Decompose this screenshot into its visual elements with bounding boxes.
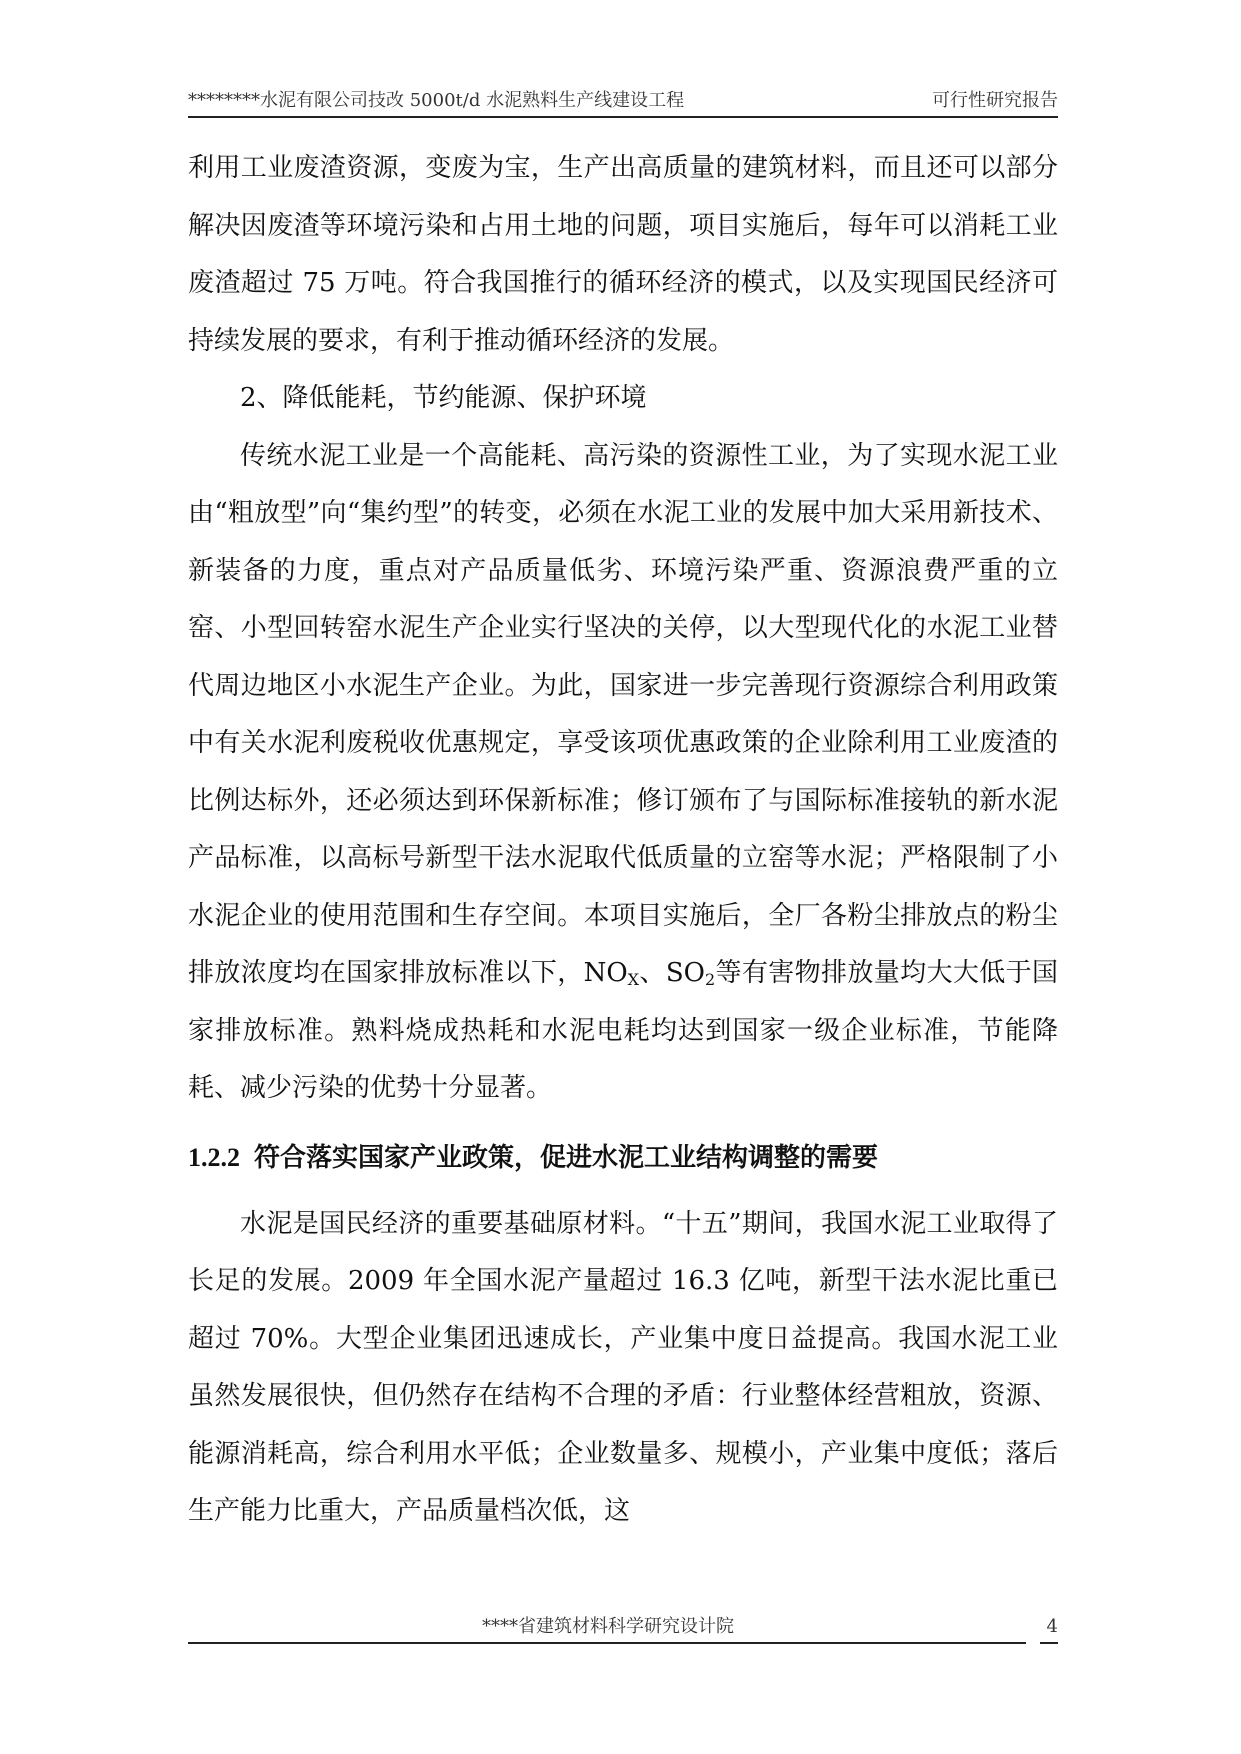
- paragraph-cement-industry-transition: 传统水泥工业是一个高能耗、高污染的资源性工业，为了实现水泥工业由“粗放型”向“集约型”的转变，必须在水泥工业的发展中加大采用新技术、新装备的力度，重点对产品质量低劣、环境污染严重、资源浪费严重的立窑、小型回转窑水泥生产企业实行坚决的关停，以大型现代化的水泥工业替代周边地区小水泥生产企业。为此，国家进一步完善现行资源综合利用政策中有关水泥利废税收优惠规定，享受该项优惠政策的企业除利用工业废渣的比例达标外，还必须达到环保新标准；修订颁布了与国际标准接轨的新水泥产品标准，以高标号新型干法水泥取代低质量的立窑等水泥；严格限制了小水泥企业的使用范围和生存空间。本项目实施后，全厂各粉尘排放点的粉尘排放浓度均在国家排放标准以下，$NO_X$、$SO_2$等有害物排放量均大大低于国家排放标准。熟料烧成热耗和水泥电耗均达到国家一级企业标准，节能降耗、减少污染的优势十分显著。: [188, 440, 1058, 1103]
- paragraph-text: 等有害物排放量均大大低于国家排放标准。熟料烧成热耗和水泥电耗均达到国家一级企业标准，节能降耗、减少污染的优势十分显著。: [188, 958, 1058, 1103]
- footer-rule: [188, 1642, 1026, 1644]
- page-footer: [188, 1612, 1058, 1642]
- header-project-title: ********水泥有限公司技改 5000t/d 水泥熟料生产线建设工程: [188, 90, 685, 111]
- page-body: [188, 140, 1058, 1541]
- paragraph-waste-utilization: 利用工业废渣资源，变废为宝，生产出高质量的建筑材料，而且还可以部分解决因废渣等环境污染和占用土地的问题，项目实施后，每年可以消耗工业废渣超过 75 万吨。符合我国推行的循环经济的模式，以及实现国民经济可持续发展的要求，有利于推动循环经济的发展。: [188, 153, 1058, 356]
- list-item-energy-saving: 2、降低能耗，节约能源、保护环境: [240, 383, 647, 413]
- section-title: 符合落实国家产业政策，促进水泥工业结构调整的需要: [254, 1142, 879, 1173]
- section-number: 1.2.2: [188, 1142, 240, 1172]
- section-heading: [188, 1128, 1058, 1188]
- page-number-rule: [1040, 1642, 1058, 1644]
- footer-institute: ****省建筑材料科学研究设计院: [482, 1616, 734, 1637]
- header-document-type: 可行性研究报告: [932, 90, 1058, 111]
- page-number: 4: [1046, 1616, 1058, 1637]
- paragraph-cement-development: 水泥是国民经济的重要基础原材料。“十五”期间，我国水泥工业取得了长足的发展。2009 年全国水泥产量超过 16.3 亿吨，新型干法水泥比重已超过 70%。大型企业集团迅速成长，产业集中度日益提高。我国水泥工业虽然发展很快，但仍然存在结构不合理的矛盾：行业整体经营粗放，资源、能源消耗高，综合利用水平低；企业数量多、规模小，产业集中度低；落后生产能力比重大，产品质量档次低，这: [188, 1208, 1058, 1526]
- chemical-so2: $SO_2$: [665, 958, 716, 989]
- paragraph-text: 传统水泥工业是一个高能耗、高污染的资源性工业，为了实现水泥工业由“粗放型”向“集约型”的转变，必须在水泥工业的发展中加大采用新技术、新装备的力度，重点对产品质量低劣、环境污染严重、资源浪费严重的立窑、小型回转窑水泥生产企业实行坚决的关停，以大型现代化的水泥工业替代周边地区小水泥生产企业。为此，国家进一步完善现行资源综合利用政策中有关水泥利废税收优惠规定，享受该项优惠政策的企业除利用工业废渣的比例达标外，还必须达到环保新标准；修订颁布了与国际标准接轨的新水泥产品标准，以高标号新型干法水泥取代低质量的立窑等水泥；严格限制了小水泥企业的使用范围和生存空间。本项目实施后，全厂各粉尘排放点的粉尘排放浓度均在国家排放标准以下，: [188, 440, 1058, 988]
- page-header: [188, 86, 1058, 116]
- header-rule: [188, 116, 1058, 118]
- chemical-nox: $NO_X$: [583, 958, 640, 989]
